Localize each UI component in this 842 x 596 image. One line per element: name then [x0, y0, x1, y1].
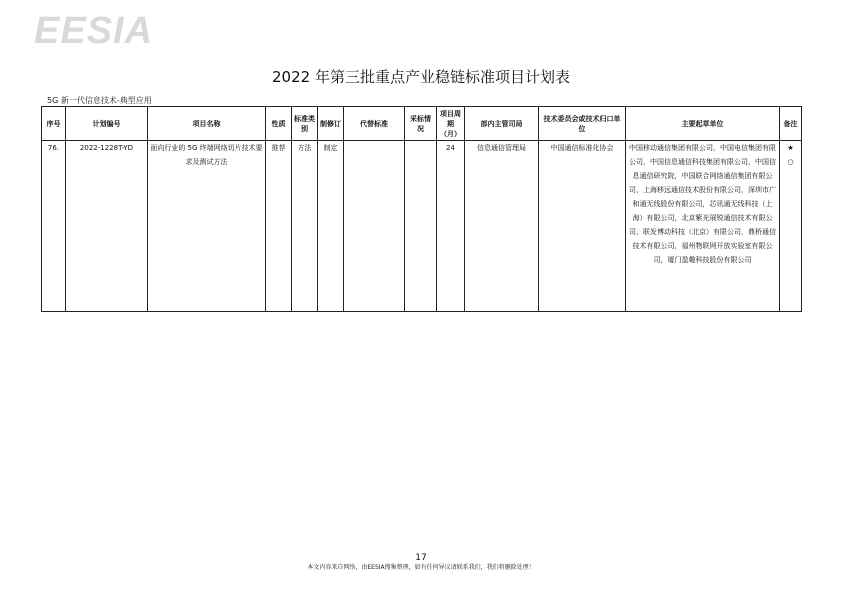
cell-drafting-units: 中国移动通信集团有限公司，中国电信集团有限公司，中国信息通信科技集团有限公司，中国信息通信研究院，中国联合网络通信集团有限公司，上海移远通信技术股份有限公司，深圳市广和通无线股份有限公司，芯讯通无线科技（上海）有限公司，北京紫光展锐通信技术有限公司，联发博动科技（北京）有限公司，鼎桥通信技术有限公司，福州物联网开放实验室有限公司，厦门盈趣科技股份有限公司	[626, 141, 780, 312]
header-nature: 性质	[266, 107, 292, 141]
cell-remark	[780, 141, 802, 312]
page-number: 17	[415, 553, 427, 563]
header-seq: 序号	[42, 107, 66, 141]
circle-icon: ○	[787, 158, 794, 166]
header-drafting-units: 主要起草单位	[626, 107, 780, 141]
header-department: 部内主管司局	[465, 107, 539, 141]
page-title: 2022 年第三批重点产业稳链标准项目计划表	[272, 68, 570, 86]
category-label: 5G 新一代信息技术-典型应用	[47, 96, 152, 105]
star-icon: ★	[787, 144, 794, 152]
header-standard-category: 标准类别	[292, 107, 318, 141]
cell-committee: 中国通信标准化协会	[539, 141, 626, 312]
standards-plan-table	[41, 106, 802, 312]
cell-seq: 76.	[42, 141, 66, 312]
header-committee: 技术委员会或技术归口单位	[539, 107, 626, 141]
eesia-logo: EESIA	[34, 10, 154, 52]
cell-project-name: 面向行业的 5G 终端网络切片技术要求及测试方法	[148, 141, 266, 312]
cell-period: 24	[437, 141, 465, 312]
footer-note: 本文内容来自网络，由EESIA搜集整理，如有任何异议请联系我们，我们将删除处理！	[307, 564, 535, 571]
header-adopt-status: 采标情况	[405, 107, 437, 141]
header-project-name: 项目名称	[148, 107, 266, 141]
header-period: 项目周期（月）	[437, 107, 465, 141]
cell-plan-no: 2022-1228T-YD	[66, 141, 148, 312]
cell-nature: 推荐	[266, 141, 292, 312]
cell-category: 方法	[292, 141, 318, 312]
header-plan-no: 计划编号	[66, 107, 148, 141]
cell-adopt	[405, 141, 437, 312]
cell-revision: 制定	[318, 141, 344, 312]
table-header-row	[42, 107, 802, 141]
header-replace-standard: 代替标准	[344, 107, 405, 141]
table-row	[42, 141, 802, 312]
header-remark: 备注	[780, 107, 802, 141]
cell-replace	[344, 141, 405, 312]
header-revision: 制修订	[318, 107, 344, 141]
cell-department: 信息通信管理局	[465, 141, 539, 312]
